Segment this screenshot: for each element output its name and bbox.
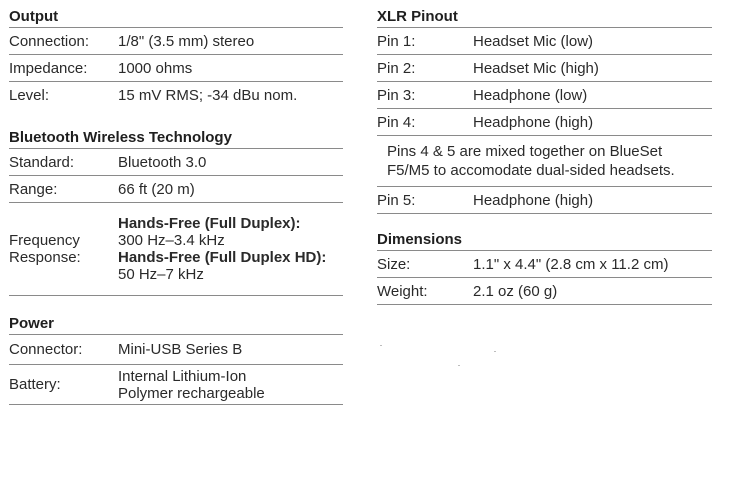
hands-free-range: 300 Hz–3.4 kHz — [118, 232, 225, 249]
spec-row-size — [377, 251, 712, 278]
xlr-title: XLR Pinout — [377, 6, 712, 28]
spec-row-frequency-response — [9, 203, 343, 296]
spec-value: 1000 ohms — [118, 59, 193, 77]
pin-key: Pin 5: — [377, 191, 416, 209]
scan-speck — [380, 345, 382, 346]
pin-value: Headset Mic (high) — [473, 59, 599, 77]
pin-key: Pin 1: — [377, 32, 416, 50]
spec-row-connector — [9, 335, 343, 365]
spec-row-weight — [377, 278, 712, 305]
note-line-2: F5/M5 to accomodate dual-sided headsets. — [387, 162, 675, 179]
pin-row — [377, 55, 712, 82]
spec-row-level — [9, 82, 343, 109]
bluetooth-title: Bluetooth Wireless Technology — [9, 127, 343, 149]
spec-key: Standard: — [9, 153, 75, 171]
spec-key — [9, 232, 118, 266]
battery-line-2: Polymer rechargeable — [118, 384, 265, 402]
pin-row — [377, 109, 712, 136]
spec-value: Bluetooth 3.0 — [118, 153, 207, 171]
pin-value: Headset Mic (low) — [473, 32, 594, 50]
spec-key: Connector: — [9, 341, 83, 358]
spec-value: 66 ft (20 m) — [118, 180, 195, 198]
spec-value — [118, 368, 343, 402]
pin-value: Headphone (low) — [473, 86, 588, 104]
spec-row-range — [9, 176, 343, 203]
battery-line-1: Internal Lithium-Ion — [118, 367, 247, 385]
pin-row-5 — [377, 187, 712, 214]
hands-free-hd-heading: Hands-Free (Full Duplex HD): — [118, 249, 327, 266]
spec-row-battery — [9, 365, 343, 405]
hands-free-heading: Hands-Free (Full Duplex): — [118, 215, 301, 232]
spec-value: Mini-USB Series B — [118, 341, 243, 358]
pin-key: Pin 2: — [377, 59, 416, 77]
spec-row-impedance — [9, 55, 343, 82]
pin-mix-note — [377, 136, 712, 187]
pin-row — [377, 82, 712, 109]
spec-key: Connection: — [9, 32, 90, 50]
output-section — [9, 6, 343, 109]
spec-key: Weight: — [377, 282, 428, 300]
spec-key: Impedance: — [9, 59, 88, 77]
spec-key: Level: — [9, 87, 50, 104]
hands-free-hd-range: 50 Hz–7 kHz — [118, 266, 204, 283]
response-label: Response: — [9, 249, 81, 266]
frequency-label: Frequency — [9, 232, 80, 249]
xlr-section — [377, 6, 712, 214]
spec-key: Battery: — [9, 376, 61, 393]
pin-row — [377, 28, 712, 55]
bluetooth-section — [9, 127, 343, 296]
dimensions-section — [377, 229, 712, 305]
spec-key: Range: — [9, 180, 58, 198]
spec-key: Size: — [377, 255, 411, 273]
pin-value: Headphone (high) — [473, 191, 594, 209]
scan-speck — [458, 365, 460, 366]
power-title: Power — [9, 313, 343, 335]
scan-speck — [494, 351, 496, 352]
note-line-1: Pins 4 & 5 are mixed together on BlueSet — [387, 143, 663, 160]
spec-value: 1/8" (3.5 mm) stereo — [118, 32, 255, 50]
pin-key: Pin 4: — [377, 113, 416, 131]
spec-row-standard — [9, 149, 343, 176]
spec-value: 2.1 oz (60 g) — [473, 282, 558, 300]
spec-value — [118, 215, 343, 283]
pin-key: Pin 3: — [377, 86, 416, 104]
spec-row-connection — [9, 28, 343, 55]
spec-value: 15 mV RMS; -34 dBu nom. — [118, 87, 298, 104]
pin-value: Headphone (high) — [473, 113, 594, 131]
spec-value: 1.1" x 4.4" (2.8 cm x 11.2 cm) — [473, 255, 669, 273]
dimensions-title: Dimensions — [377, 229, 712, 251]
power-section — [9, 313, 343, 405]
output-title: Output — [9, 6, 343, 28]
